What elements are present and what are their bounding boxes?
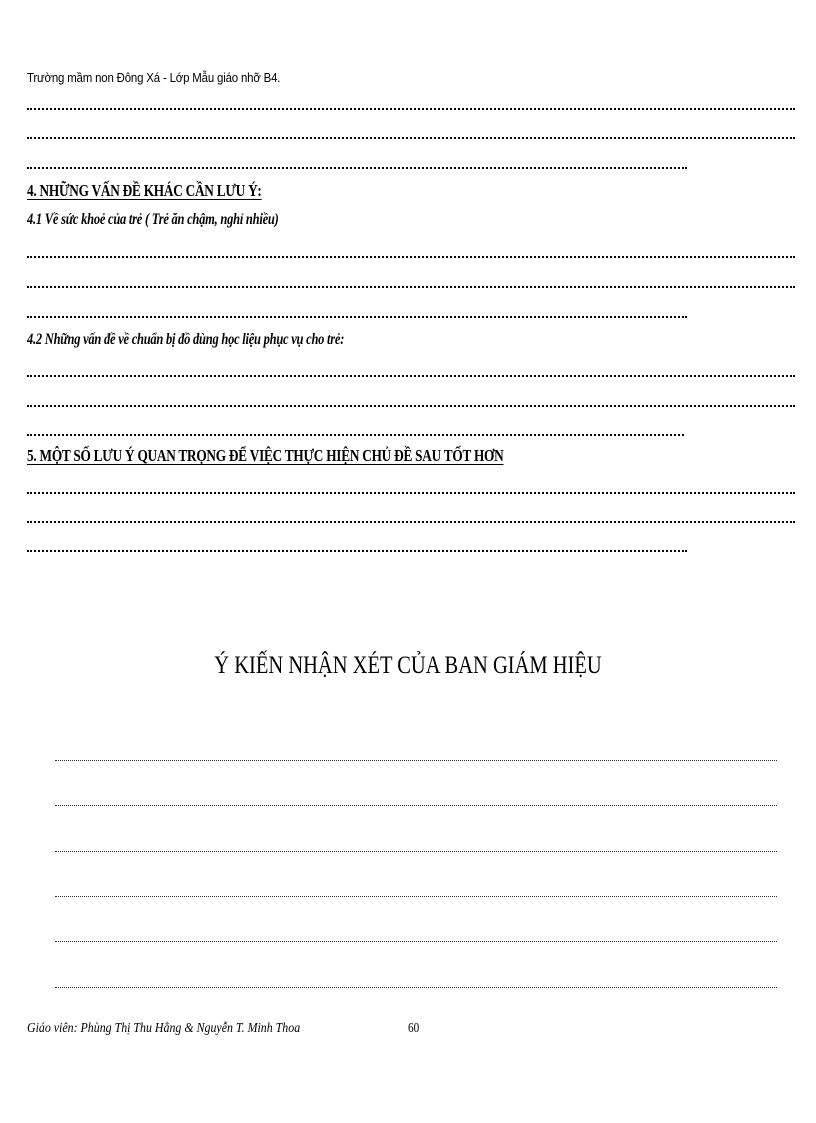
section-4-heading: 4. NHỮNG VẤN ĐỀ KHÁC CẦN LƯU Ý:	[27, 181, 262, 200]
page-number: 60	[408, 1021, 420, 1036]
dotted-line	[27, 521, 795, 523]
dotted-line	[27, 375, 795, 377]
comment-line	[55, 851, 777, 852]
comment-line	[55, 805, 777, 806]
comment-line	[55, 987, 777, 988]
dotted-line	[27, 167, 687, 169]
subsection-4-1-heading: 4.1 Về sức khoẻ của trẻ ( Trẻ ăn chậm, nghỉ nhiều)	[27, 211, 279, 228]
comment-line	[55, 896, 777, 897]
dotted-line	[27, 316, 687, 318]
subsection-4-2-heading: 4.2 Những vấn đề về chuẩn bị đồ dùng học liệu phục vụ cho trẻ:	[27, 331, 345, 348]
dotted-line	[27, 137, 795, 139]
dotted-line	[27, 405, 795, 407]
dotted-line	[27, 492, 795, 494]
dotted-line	[27, 550, 687, 552]
page-header: Trường mầm non Đông Xá - Lớp Mẫu giáo nhỡ B4.	[27, 70, 281, 85]
section-5-heading: 5. MỘT SỐ LƯU Ý QUAN TRỌNG ĐỂ VIỆC THỰC HIỆN CHỦ ĐỀ SAU TỐT HƠN	[27, 446, 504, 465]
dotted-line	[27, 434, 684, 436]
dotted-line	[27, 108, 795, 110]
footer-teachers: Giáo viên: Phùng Thị Thu Hằng & Nguyễn T. Minh Thoa	[27, 1021, 301, 1036]
dotted-line	[27, 286, 795, 288]
board-comments-title: Ý KIẾN NHẬN XÉT CỦA BAN GIÁM HIỆU	[214, 652, 602, 679]
comment-line	[55, 941, 777, 942]
dotted-line	[27, 256, 795, 258]
comment-line	[55, 760, 777, 761]
